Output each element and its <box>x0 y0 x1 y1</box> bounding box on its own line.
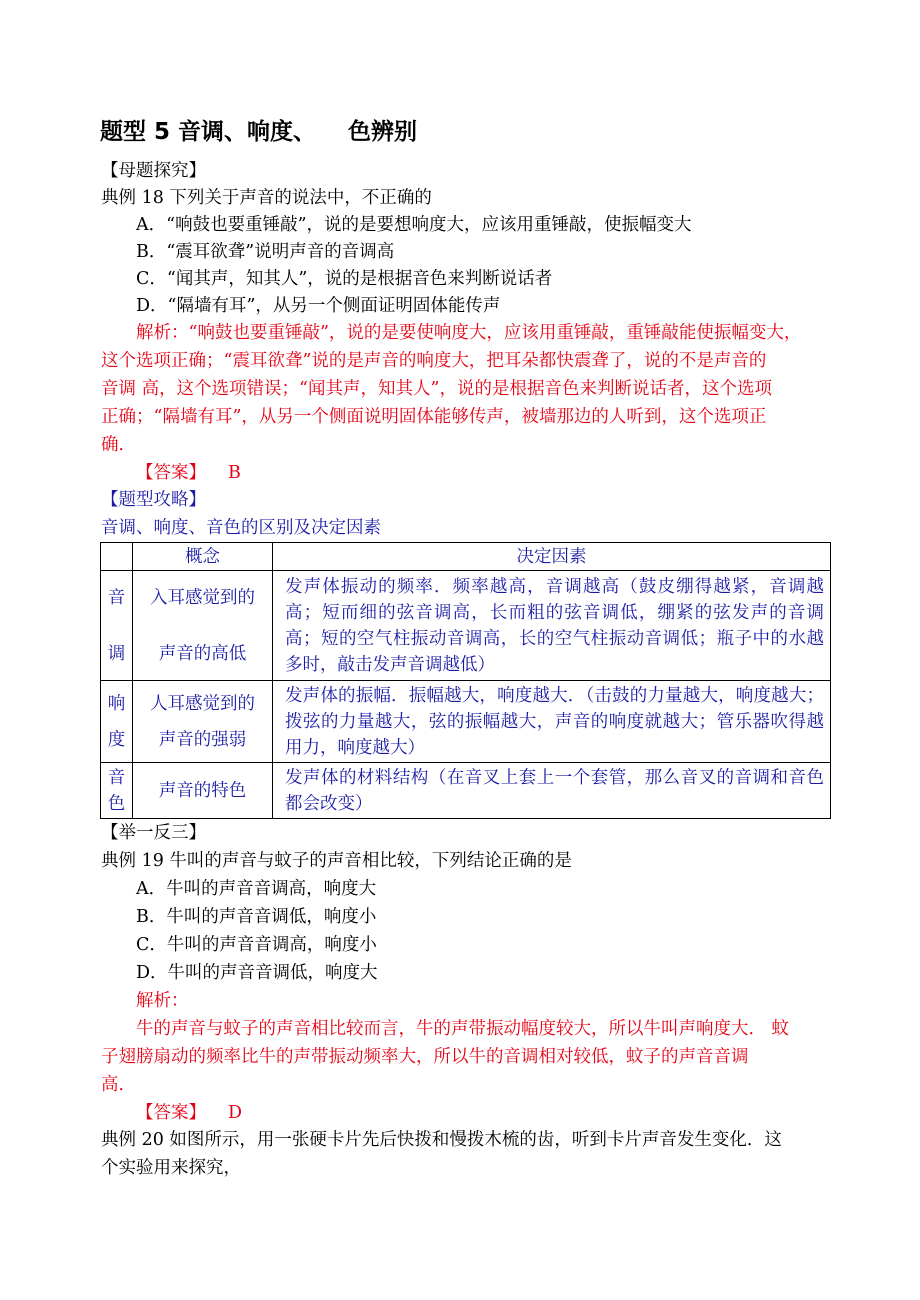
page-title: 题型 5 音调、响度、 色辨别 <box>100 119 418 145</box>
section-heading-mother-question: 【母题探究】 <box>101 161 206 181</box>
header-cell: 决定因素 <box>273 543 831 571</box>
concept-cell: 声音的特色 <box>133 763 273 819</box>
table-row <box>101 681 831 763</box>
option-d: D．牛叫的声音音调低，响度大 <box>136 963 378 983</box>
analysis-line: 音调 高，这个选项错误；“闻其声，知其人”，说的是根据音色来判断说话者，这个选项 <box>101 379 772 399</box>
answer-label: 【答案】 <box>136 1103 206 1123</box>
comparison-table <box>100 542 831 819</box>
header-cell: 概念 <box>133 543 273 571</box>
option-c: C．“闻其声，知其人”，说的是根据音色来判断说话者 <box>136 269 553 289</box>
concept-cell <box>133 681 273 763</box>
question-20-line: 个实验用来探究， <box>101 1158 241 1178</box>
question-19: 典例 19 牛叫的声音与蚊子的声音相比较，下列结论正确的是 <box>101 851 572 871</box>
answer-row <box>136 1100 242 1126</box>
option-b: B．“震耳欲聋”说明声音的音调高 <box>136 242 395 262</box>
analysis-line: 解析：“响鼓也要重锤敲”，说的是要使响度大，应该用重锤敲，重锤敲能使振幅变大， <box>136 323 802 343</box>
factor-cell: 发声体的材料结构（在音叉上套上一个套管，那么音叉的音调和音色都会改变） <box>273 763 831 819</box>
option-d: D．“隔墙有耳”，从另一个侧面证明固体能传声 <box>136 296 501 316</box>
factor-cell: 发声体振动的频率．频率越高，音调越高（鼓皮绷得越紧，音调越高；短而细的弦音调高，长而粗的弦音调低，绷紧的弦发声的音调高；短的空气柱振动音调高，长的空气柱振动音调低；瓶子中的水越多时，敲击发声音调越低） <box>273 571 831 681</box>
answer-value: D <box>228 1103 243 1123</box>
property-name-cell <box>101 681 133 763</box>
analysis-line: 牛的声音与蚊子的声音相比较而言，牛的声带振动幅度较大，所以牛叫声响度大． 蚊 <box>136 1019 790 1039</box>
analysis-line: 这个选项正确；“震耳欲聋”说的是声音的响度大，把耳朵都快震聋了，说的不是声音的 <box>101 351 767 371</box>
property-name-cell <box>101 763 133 819</box>
header-cell <box>101 543 133 571</box>
concept-line: 声音的强弱 <box>158 729 247 750</box>
property-char: 度 <box>107 729 126 750</box>
property-char: 色 <box>107 793 126 814</box>
option-a: A．“响鼓也要重锤敲”，说的是要想响度大，应该用重锤敲，使振幅变大 <box>136 215 692 235</box>
property-char: 音 <box>107 587 126 608</box>
answer-value: B <box>228 463 241 483</box>
analysis-label: 解析： <box>136 991 189 1011</box>
property-char: 响 <box>107 693 126 714</box>
concept-line: 人耳感觉到的 <box>150 693 255 714</box>
property-char: 调 <box>107 643 126 664</box>
property-char: 音 <box>107 767 126 788</box>
concept-cell <box>133 571 273 681</box>
table-header-row <box>101 543 831 571</box>
concept-line: 入耳感觉到的 <box>150 587 255 608</box>
section-heading-practice: 【举一反三】 <box>101 823 206 843</box>
section-heading-strategy: 【题型攻略】 <box>101 490 206 510</box>
option-c: C．牛叫的声音音调高，响度小 <box>136 935 377 955</box>
table-row <box>101 763 831 819</box>
factor-cell: 发声体的振幅．振幅越大，响度越大．（击鼓的力量越大，响度越大；拨弦的力量越大，弦的振幅越大，声音的响度就越大；管乐器吹得越用力，响度越大） <box>273 681 831 763</box>
table-intro: 音调、响度、音色的区别及决定因素 <box>101 518 381 538</box>
table-row <box>101 571 831 681</box>
option-b: B．牛叫的声音音调低，响度小 <box>136 907 377 927</box>
analysis-line: 确． <box>101 435 136 455</box>
option-a: A．牛叫的声音音调高，响度大 <box>136 879 377 899</box>
concept-line: 声音的高低 <box>158 643 247 664</box>
question-20-line: 典例 20 如图所示，用一张硬卡片先后快拨和慢拨木梳的齿，听到卡片声音发生变化．这 <box>101 1130 782 1150</box>
answer-label: 【答案】 <box>136 463 206 483</box>
question-18: 典例 18 下列关于声音的说法中，不正确的 <box>101 188 432 208</box>
property-name-cell <box>101 571 133 681</box>
analysis-line: 高． <box>101 1075 136 1095</box>
answer-row <box>136 460 241 486</box>
analysis-line: 正确；“隔墙有耳”，从另一个侧面说明固体能够传声，被墙那边的人听到，这个选项正 <box>101 407 767 427</box>
analysis-line: 子翅膀扇动的频率比牛的声带振动频率大，所以牛的音调相对较低，蚊子的声音音调 <box>101 1047 749 1067</box>
